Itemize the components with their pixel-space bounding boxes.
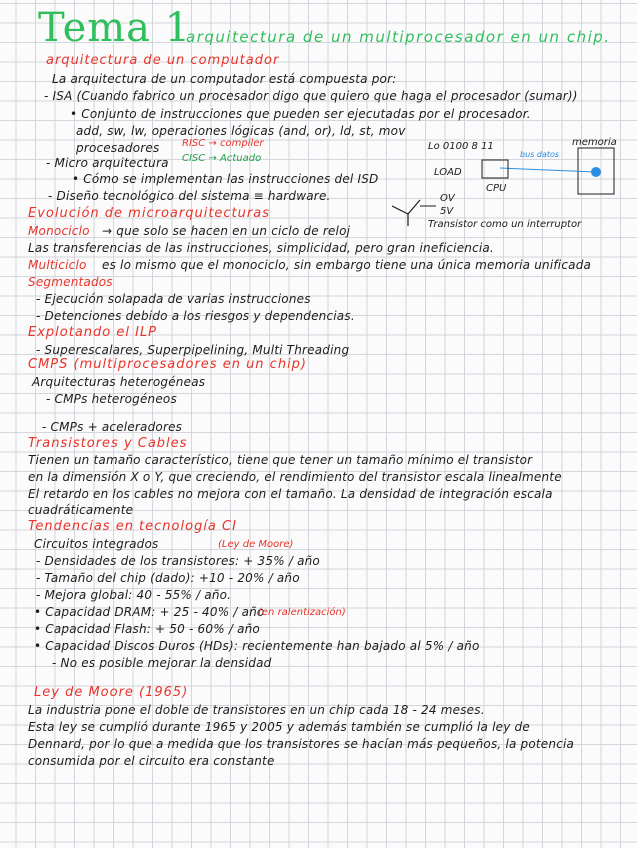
label-monociclo: Monociclo	[28, 224, 90, 238]
load-label: LOAD	[434, 167, 462, 178]
text-line: cuadráticamente	[28, 503, 134, 517]
text-line: - Superescalares, Superpipelining, Multi Threading	[36, 343, 350, 357]
text-line: Esta ley se cumplió durante 1965 y 2005 y además también se cumplió la ley de	[28, 720, 530, 734]
text-line: • Capacidad Flash: + 50 - 60% / año	[34, 622, 260, 636]
text-line: • Conjunto de instrucciones que pueden ser ejecutadas por el procesador.	[70, 107, 531, 121]
text-line: → que solo se hacen en un ciclo de reloj	[102, 224, 351, 238]
text-line: Arquitecturas heterogéneas	[32, 375, 206, 389]
heading-arquitectura: arquitectura de un computador	[46, 53, 280, 68]
cpu-box	[482, 160, 508, 178]
text-line: - Diseño tecnológico del sistema ≡ hardware.	[48, 189, 331, 203]
text-line: - Densidades de los transistores: + 35% / año	[36, 554, 320, 568]
text-line: Circuitos integrados	[34, 537, 159, 551]
text-line: Dennard, por lo que a medida que los transistores se hacían más pequeños, la potencia	[28, 737, 575, 751]
heading-ley-moore: Ley de Moore (1965)	[34, 685, 189, 700]
heading-ilp: Explotando el ILP	[28, 325, 158, 340]
cisc-note: CISC → Actuado	[182, 153, 262, 164]
bus-line	[500, 168, 596, 172]
text-line: en la dimensión X o Y, que creciendo, el rendimiento del transistor escala linealmente	[28, 470, 562, 484]
text-line: Tienen un tamaño característico, tiene que tener un tamaño mínimo el transistor	[28, 453, 533, 467]
text-line: El retardo en los cables no mejora con el tamaño. La densidad de integración escala	[28, 487, 553, 501]
text-line: - Ejecución solapada de varias instrucciones	[36, 292, 311, 306]
text-line: es lo mismo que el monociclo, sin embargo tiene una única memoria unificada	[102, 258, 592, 272]
transistor-label: Transistor como un interruptor	[428, 219, 582, 230]
page-title: Tema 1	[38, 5, 192, 51]
ov-label: OV	[440, 193, 455, 204]
sv-label: 5V	[440, 206, 454, 217]
text-line: - CMPs + aceleradores	[42, 420, 183, 434]
heading-evolucion: Evolución de microarquitecturas	[28, 206, 270, 221]
page-subtitle: arquitectura de un multiprocesador en un chip.	[186, 28, 611, 46]
heading-segmentados: Segmentados	[28, 275, 113, 289]
label-multiciclo: Multiciclo	[28, 258, 87, 272]
text-line: La arquitectura de un computador está compuesta por:	[52, 72, 397, 86]
heading-cmps: CMPS (multiprocesadores en un chip)	[28, 357, 308, 372]
bus-datos-label: bus datos	[520, 150, 560, 159]
text-line: - No es posible mejorar la densidad	[52, 656, 272, 670]
text-line: - Detenciones debido a los riesgos y dependencias.	[36, 309, 355, 323]
text-line: - Micro arquitectura	[46, 156, 169, 170]
heading-transistores: Transistores y Cables	[28, 436, 188, 451]
text-line: add, sw, lw, operaciones lógicas (and, or), ld, st, mov	[76, 124, 406, 138]
text-line: • Cómo se implementan las instrucciones del ISD	[72, 172, 379, 186]
text-line: • Capacidad Discos Duros (HDs): recientemente han bajado al 5% / año	[34, 639, 480, 653]
text-line: • Capacidad DRAM: + 25 - 40% / año	[34, 605, 265, 619]
text-line: Las transferencias de las instrucciones, simplicidad, pero gran ineficiencia.	[28, 241, 495, 255]
cpu-label: CPU	[486, 183, 507, 194]
text-line: procesadores	[76, 141, 160, 155]
ley-moore-note: (Ley de Moore)	[218, 539, 294, 550]
codes-label: Lo 0100 8 11	[428, 141, 494, 152]
transistor-line	[408, 200, 420, 214]
heading-tendencias: Tendencias en tecnología CI	[28, 519, 237, 534]
memoria-label: memoria	[572, 137, 617, 148]
text-line: consumida por el circuito era constante	[28, 754, 275, 768]
text-line: - ISA (Cuando fabrico un procesador digo que quiero que haga el procesador (sumar))	[44, 89, 578, 103]
text-line: - Mejora global: 40 - 55% / año.	[36, 588, 232, 602]
text-line: La industria pone el doble de transistores en un chip cada 18 - 24 meses.	[28, 703, 485, 717]
risc-note: RISC → compiler	[182, 138, 264, 149]
transistor-line	[392, 206, 408, 214]
text-line: - CMPs heterogéneos	[46, 392, 177, 406]
text-line: - Tamaño del chip (dado): +10 - 20% / año	[36, 571, 300, 585]
ralentizacion-note: (en ralentización)	[258, 607, 346, 618]
